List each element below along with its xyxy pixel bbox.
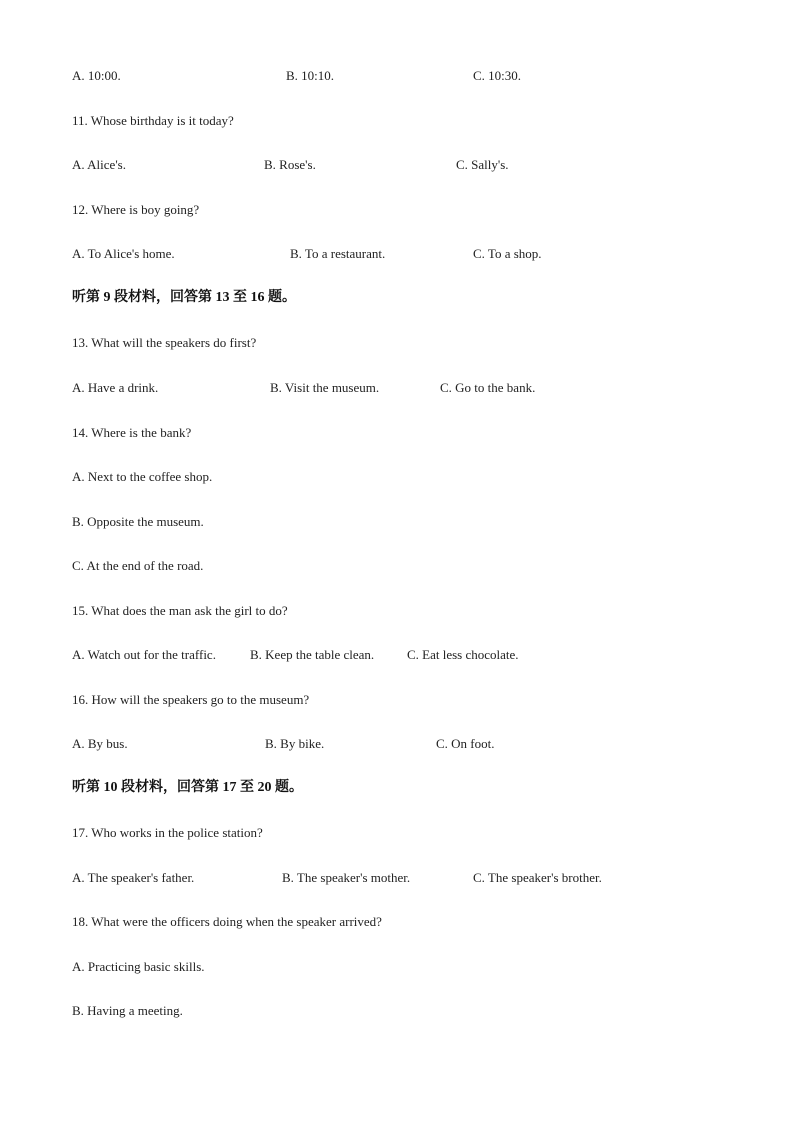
q17-option-a: A. The speaker's father. — [72, 870, 195, 885]
q15-option-a: A. Watch out for the traffic. — [72, 647, 216, 662]
q13-option-c: C. Go to the bank. — [440, 380, 536, 395]
q15-option-c: C. Eat less chocolate. — [407, 647, 519, 662]
q14-option-a: A. Next to the coffee shop. — [72, 469, 213, 484]
q17-option-c: C. The speaker's brother. — [473, 870, 602, 885]
q13-option-b: B. Visit the museum. — [270, 380, 380, 395]
q11-option-a: A. Alice's. — [72, 157, 126, 172]
q17-option-b: B. The speaker's mother. — [282, 870, 411, 885]
q14-question: 14. Where is the bank? — [72, 425, 192, 440]
q10-option-b: B. 10:10. — [286, 68, 335, 83]
section-10-heading: 听第 10 段材料，回答第 17 至 20 题。 — [72, 780, 303, 795]
q15-question: 15. What does the man ask the girl to do? — [72, 603, 288, 618]
q14-option-c: C. At the end of the road. — [72, 558, 204, 573]
q17-question: 17. Who works in the police station? — [72, 825, 263, 840]
q16-option-c: C. On foot. — [436, 736, 495, 751]
q10-option-c: C. 10:30. — [473, 68, 522, 83]
q16-option-b: B. By bike. — [265, 736, 325, 751]
q15-option-b: B. Keep the table clean. — [250, 647, 375, 662]
q13-question: 13. What will the speakers do first? — [72, 335, 257, 350]
q12-option-c: C. To a shop. — [473, 246, 542, 261]
q11-option-b: B. Rose's. — [264, 157, 316, 172]
q12-option-b: B. To a restaurant. — [290, 246, 386, 261]
q16-question: 16. How will the speakers go to the museum? — [72, 692, 310, 707]
q12-question: 12. Where is boy going? — [72, 202, 200, 217]
q18-option-a: A. Practicing basic skills. — [72, 959, 205, 974]
q12-option-a: A. To Alice's home. — [72, 246, 175, 261]
q13-option-a: A. Have a drink. — [72, 380, 159, 395]
q10-option-a: A. 10:00. — [72, 68, 121, 83]
q16-option-a: A. By bus. — [72, 736, 128, 751]
q14-option-b: B. Opposite the museum. — [72, 514, 204, 529]
q11-option-c: C. Sally's. — [456, 157, 509, 172]
q11-question: 11. Whose birthday is it today? — [72, 113, 234, 128]
q18-question: 18. What were the officers doing when the speaker arrived? — [72, 914, 382, 929]
q18-option-b: B. Having a meeting. — [72, 1003, 183, 1018]
section-9-heading: 听第 9 段材料，回答第 13 至 16 题。 — [72, 290, 296, 305]
